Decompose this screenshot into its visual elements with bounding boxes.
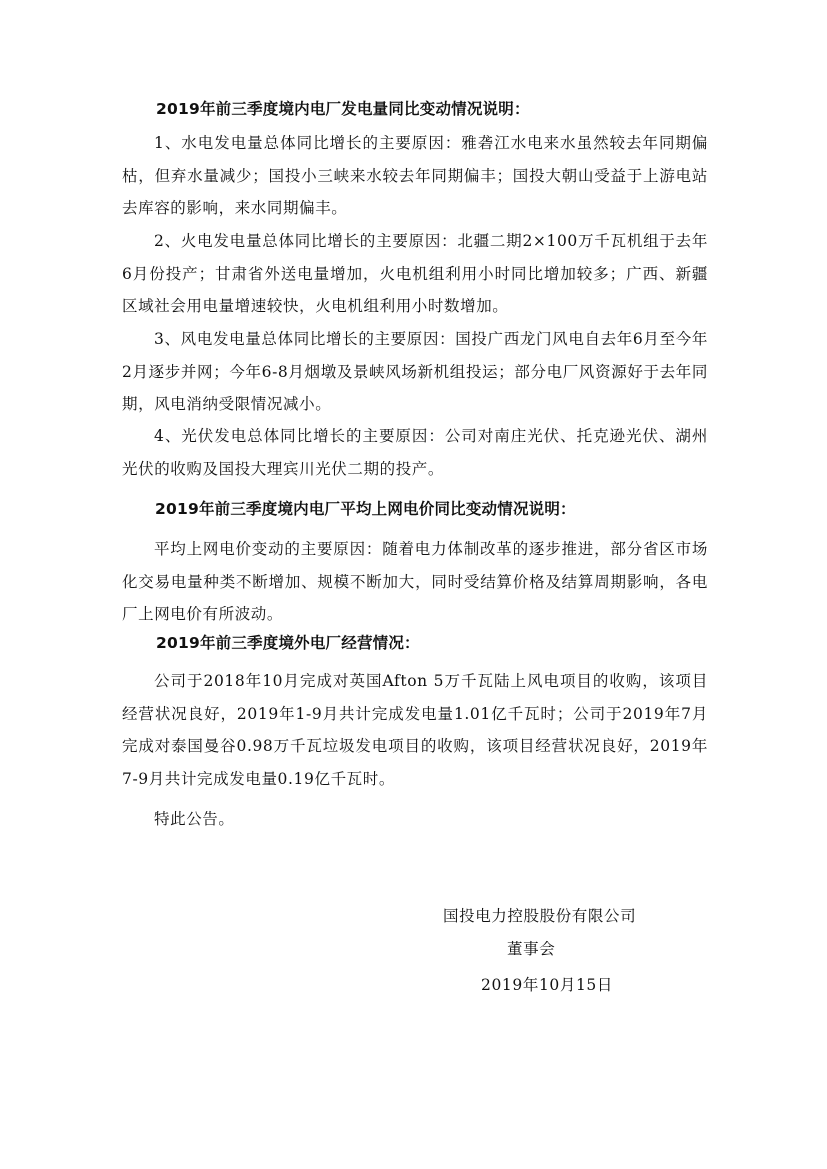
- paragraph-solar-power: 4、光伏发电总体同比增长的主要原因：公司对南庄光伏、托克逊光伏、湖州光伏的收购及国投大理宾川光伏二期的投产。: [122, 427, 708, 478]
- signature-company: 国投电力控股股份有限公司: [443, 907, 637, 925]
- section-heading-tariff: 2019年前三季度境内电厂平均上网电价同比变动情况说明：: [155, 500, 576, 518]
- paragraph-announcement: 特此公告。: [154, 810, 235, 828]
- signature-board: 董事会: [507, 940, 556, 958]
- paragraph-thermal-power: 2、火电发电量总体同比增长的主要原因：北疆二期2×100万千瓦机组于去年6月份投产；甘肃省外送电量增加，火电机组利用小时同比增加较多；广西、新疆区域社会用电量增速较快，火电机组利用小时数增加。: [122, 232, 708, 315]
- paragraph-overseas: 公司于2018年10月完成对英国Afton 5万千瓦陆上风电项目的收购，该项目经营状况良好，2019年1-9月共计完成发电量1.01亿千瓦时；公司于2019年7月完成对泰国曼谷0.98万千瓦垃圾发电项目的收购，该项目经营状况良好，2019年7-9月共计完成发电量0.19亿千瓦时。: [122, 672, 708, 788]
- paragraph-wind-power: 3、风电发电量总体同比增长的主要原因：国投广西龙门风电自去年6月至今年2月逐步并网；今年6-8月烟墩及景峡风场新机组投运；部分电厂风资源好于去年同期，风电消纳受限情况减小。: [122, 330, 708, 413]
- signature-date: 2019年10月15日: [481, 976, 613, 994]
- paragraph-tariff: 平均上网电价变动的主要原因：随着电力体制改革的逐步推进，部分省区市场化交易电量种类不断增加、规模不断加大，同时受结算价格及结算周期影响，各电厂上网电价有所波动。: [122, 540, 708, 623]
- section-heading-overseas: 2019年前三季度境外电厂经营情况：: [156, 634, 420, 652]
- paragraph-hydropower: 1、水电发电量总体同比增长的主要原因：雅砻江水电来水虽然较去年同期偏枯，但弃水量减少；国投小三峡来水较去年同期偏丰；国投大朝山受益于上游电站去库容的影响，来水同期偏丰。: [122, 134, 708, 217]
- section-heading-generation: 2019年前三季度境内电厂发电量同比变动情况说明：: [156, 100, 530, 118]
